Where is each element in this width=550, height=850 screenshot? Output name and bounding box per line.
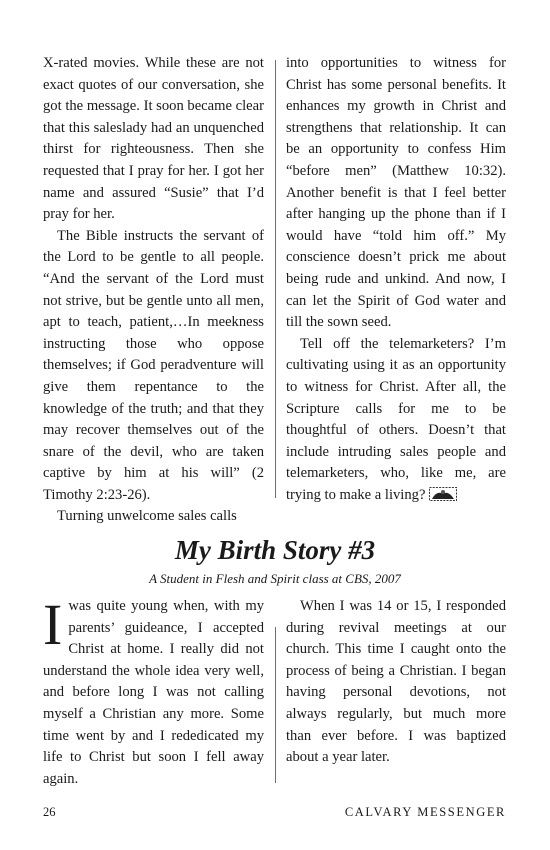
- article-column-left: [43, 53, 264, 528]
- article-title: My Birth Story #3: [174, 535, 376, 565]
- magazine-name: CALVARY MESSENGER: [344, 805, 506, 819]
- page-number: 26: [43, 805, 56, 819]
- column-divider: [275, 627, 276, 783]
- paragraph: into opportunities to witness for Christ has some personal benefits. It enhances my growth in Christ and strengthens that relationship. It can be an opportunity to confess Him “before men” (Matthew 10:32). Another benefit is that I feel better after hanging up the phone than if I would have “told him off.” My conscience doesn’t prick me about being rude and unkind. And now, I can let the Spirit of God water and till the sown seed.: [286, 55, 506, 331]
- paragraph: X-rated movies. While these are not exact quotes of our conversation, she got the message. It soon became clear that this saleslady had an unquenched thirst for righteousness. Then she requested that I pray for her. I got her name and assured “Susie” that I’d pray for her.: [43, 55, 264, 223]
- end-of-article-icon: [429, 487, 457, 501]
- article-column-right: [286, 596, 506, 769]
- paragraph-with-end-mark: [286, 334, 506, 507]
- paragraph: The Bible instructs the servant of the Lord to be gentle to all people. “And the servant of the Lord must not strive, but be gentle unto all men, apt to teach, patient,…In meekness instructing those who oppose themselves; if God peradventure will give them repentance to the knowledge of the truth; and that they may recover themselves out of the snare of the devil, who are taken captive by him at his will” (2 Timothy 2:23-26).: [43, 227, 264, 503]
- column-divider: [275, 60, 276, 498]
- paragraph-text: Tell off the telemarketers? I’m cultivating using it as an opportunity to witness for Christ. After all, the Scripture calls for me to be thoughtful of others. Doesn’t that include intruding sales people and telemarketers, who, like me, are trying to make a living?: [286, 335, 506, 503]
- article-byline: A Student in Flesh and Spirit class at CBS, 2007: [149, 571, 401, 586]
- paragraph-text: was quite young when, with my parents’ guideance, I accepted Christ at home. I really did not understand the whole idea very well, and before long I was not calling myself a Christian any more. Some time went by and I rededicated my life to Christ but soon I fell away again.: [43, 598, 264, 787]
- paragraph: [43, 592, 264, 790]
- paragraph: When I was 14 or 15, I responded during revival meetings at our church. This time I caught onto the process of being a Christian. I began having personal devotions, not always regularly, but much more than ever before. I was baptized about a year later.: [286, 598, 506, 766]
- paragraph: Turning unwelcome sales calls: [57, 508, 237, 525]
- article-column-right: [286, 53, 506, 506]
- drop-cap: I: [43, 592, 63, 657]
- article-column-left: [43, 592, 264, 790]
